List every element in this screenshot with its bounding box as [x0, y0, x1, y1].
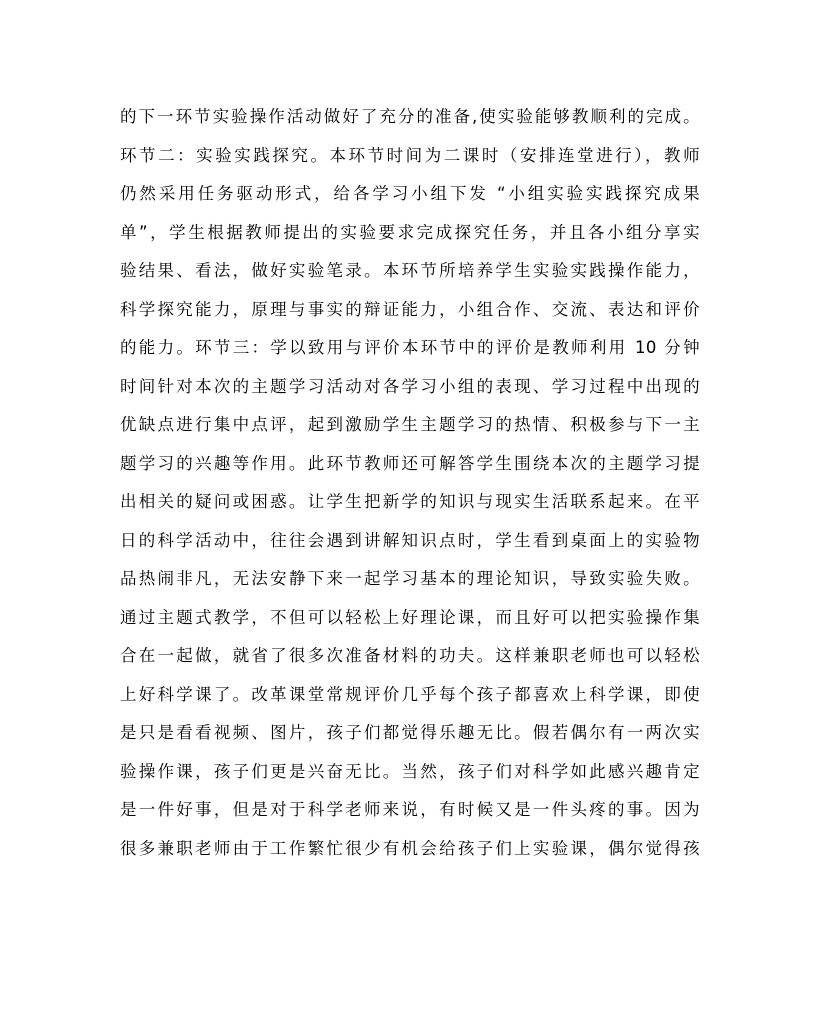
text-line: 的下一环节实验操作活动做好了充分的准备,使实验能够教顺利的完成。: [120, 107, 700, 126]
text-line: 科学探究能力，原理与事实的辩证能力，小组合作、交流、表达和评价: [120, 299, 700, 319]
text-line: 单”，学生根据教师提出的实验要求完成探究任务，并且各小组分享实: [120, 222, 700, 242]
text-line: 验操作课，孩子们更是兴奋无比。当然，孩子们对科学如此感兴趣肯定: [120, 761, 700, 781]
text-line: 日的科学活动中，往往会遇到讲解知识点时，学生看到桌面上的实验物: [120, 530, 700, 550]
text-line: 上好科学课了。改革课堂常规评价几乎每个孩子都喜欢上科学课，即使: [120, 684, 700, 704]
text-line: 优缺点进行集中点评，起到激励学生主题学习的热情、积极参与下一主: [120, 415, 700, 434]
text-line: 是一件好事，但是对于科学老师来说，有时候又是一件头疼的事。因为: [120, 800, 700, 819]
text-line: 通过主题式教学，不但可以轻松上好理论课，而且好可以把实验操作集: [120, 607, 700, 627]
text-line: 合在一起做，就省了很多次准备材料的功夫。这样兼职老师也可以轻松: [120, 646, 700, 665]
text-line: 品热闹非凡，无法安静下来一起学习基本的理论知识，导致实验失败。: [120, 569, 700, 588]
text-line: 时间针对本次的主题学习活动对各学习小组的表现、学习过程中出现的: [120, 376, 700, 396]
text-line: 是只是看看视频、图片，孩子们都觉得乐趣无比。假若偶尔有一两次实: [120, 723, 700, 742]
text-line: 环节二：实验实践探究。本环节时间为二课时（安排连堂进行），教师: [120, 145, 700, 165]
text-line: 出相关的疑问或困惑。让学生把新学的知识与现实生活联系起来。在平: [120, 492, 700, 511]
text-line: 的能力。环节三：学以致用与评价本环节中的评价是教师利用 10 分钟: [120, 338, 700, 357]
document-body: [120, 98, 700, 868]
text-line: 仍然采用任务驱动形式，给各学习小组下发 “小组实验实践探究成果: [120, 184, 700, 203]
text-line: 题学习的兴趣等作用。此环节教师还可解答学生围绕本次的主题学习提: [120, 453, 700, 473]
text-line: 验结果、看法，做好实验笔录。本环节所培养学生实验实践操作能力，: [120, 261, 700, 280]
text-line: 很多兼职老师由于工作繁忙很少有机会给孩子们上实验课，偶尔觉得孩: [120, 838, 700, 858]
